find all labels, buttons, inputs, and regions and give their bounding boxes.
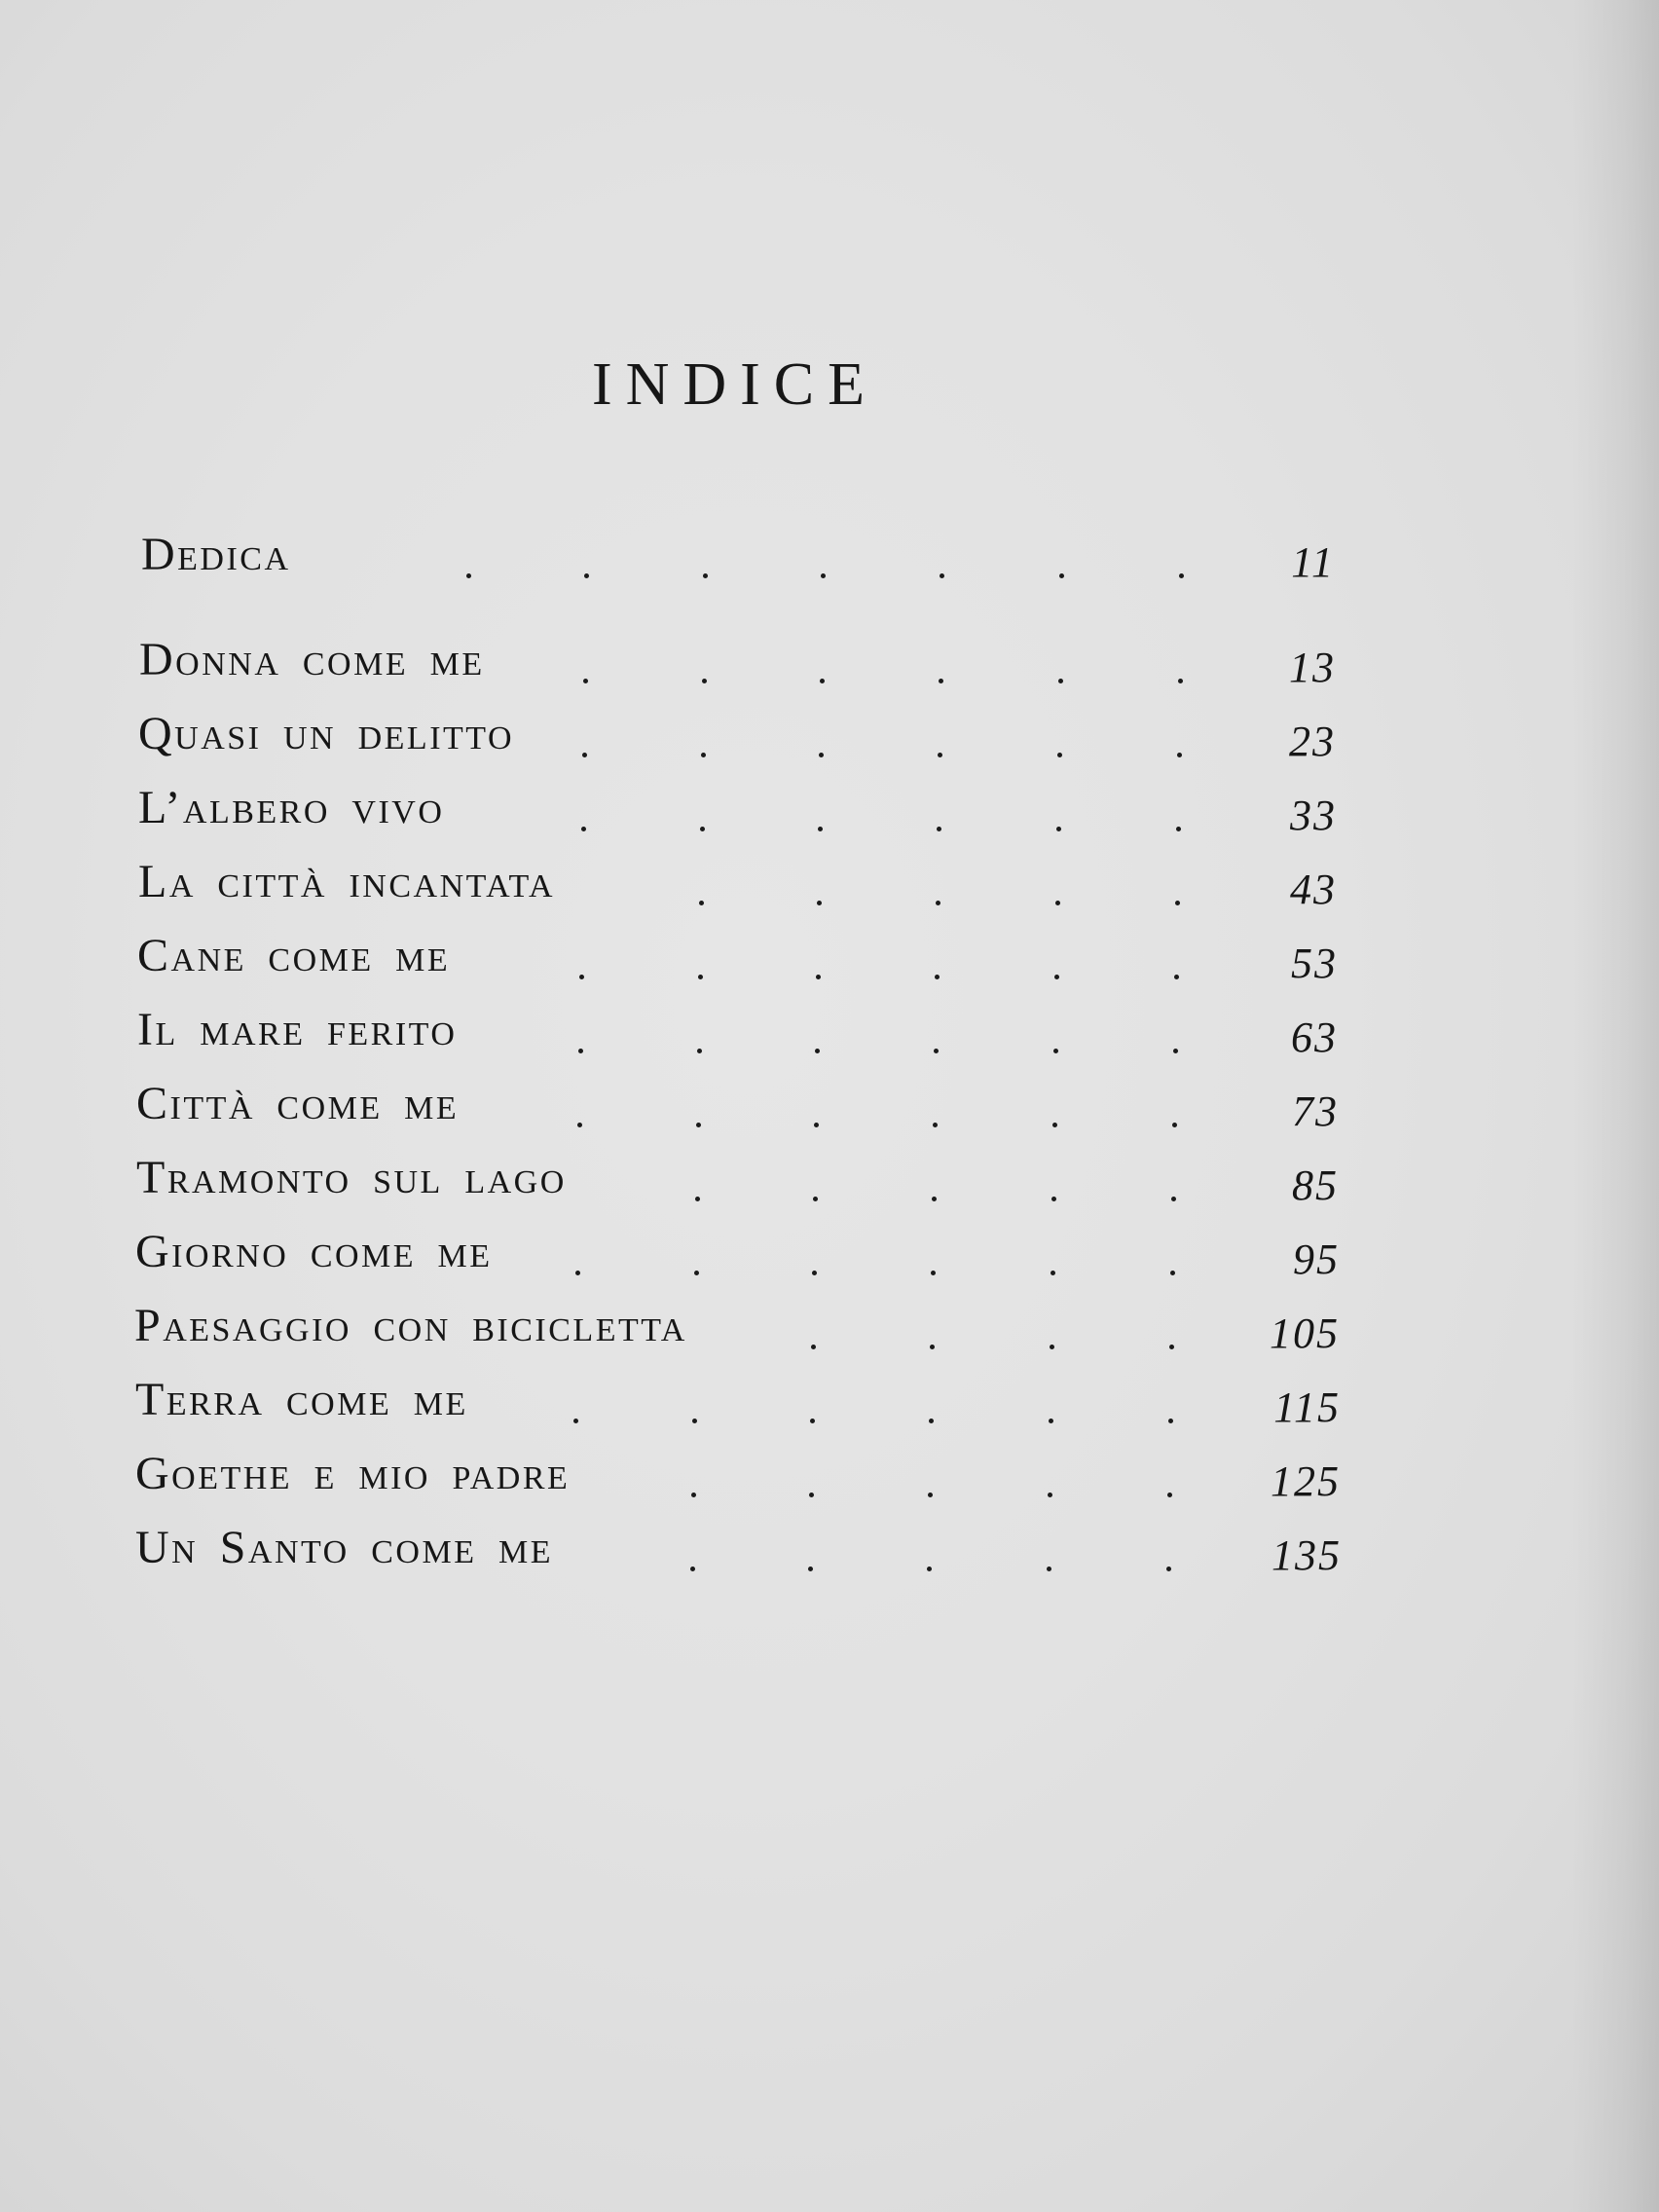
toc-entry-page-number: 63: [1291, 1014, 1338, 1061]
leader-dot: [696, 1123, 701, 1127]
leader-dot: [1055, 901, 1060, 905]
toc-entry-title: Cane come me: [137, 930, 451, 981]
toc-entry: [0, 1065, 1659, 1133]
leader-dot: [820, 679, 825, 683]
leader-dot: [1174, 975, 1179, 979]
toc-entry: [0, 843, 1659, 911]
toc-entry-title: Città come me: [136, 1078, 460, 1129]
leader-dot: [929, 1419, 934, 1423]
toc-entry: [0, 621, 1659, 689]
toc-entry-title: Donna come me: [139, 634, 485, 685]
leader-dot: [937, 827, 941, 831]
leader-dot: [702, 679, 707, 683]
leader-dot: [819, 753, 824, 757]
leader-dot: [1177, 753, 1182, 757]
toc-entry-page-number: 125: [1271, 1457, 1341, 1505]
leader-dot: [932, 1197, 937, 1201]
leader-dot: [1170, 1271, 1175, 1275]
leader-dot: [573, 1419, 578, 1423]
leader-dot: [578, 1049, 583, 1053]
leader-dot: [811, 1345, 816, 1349]
toc-entry-page-number: 13: [1289, 644, 1336, 691]
leader-dot: [466, 573, 471, 578]
toc-entry-title: Paesaggio con bicicletta: [134, 1300, 687, 1351]
toc-entry-page-number: 135: [1272, 1531, 1342, 1579]
leader-dot: [1178, 679, 1183, 683]
leader-dot: [1052, 1123, 1057, 1127]
leader-dot: [1058, 679, 1063, 683]
toc-entry-page-number: 33: [1290, 792, 1337, 839]
toc-entry-page-number: 23: [1289, 718, 1336, 765]
leader-dot: [1171, 1197, 1176, 1201]
toc-entry: [0, 1287, 1659, 1355]
toc-entry: [0, 917, 1659, 985]
toc-entry-page-number: 43: [1290, 866, 1337, 913]
toc-entry: [0, 991, 1659, 1059]
leader-dot: [698, 975, 703, 979]
leader-dot: [1172, 1123, 1177, 1127]
leader-dot: [813, 1197, 818, 1201]
leader-dot: [697, 1049, 702, 1053]
toc-entry: [0, 769, 1659, 837]
toc-entry-title: L’albero vivo: [138, 782, 445, 833]
leader-dot: [694, 1271, 699, 1275]
leader-dot: [1166, 1567, 1171, 1571]
toc-entry-title: Tramonto sul lago: [136, 1152, 567, 1203]
leader-dot: [818, 827, 823, 831]
leader-dot: [1057, 753, 1062, 757]
toc-entry-title: Dedica: [141, 529, 291, 580]
toc-entry-title: Terra come me: [135, 1374, 468, 1425]
toc-entry-title: Goethe e mio padre: [135, 1448, 571, 1499]
toc-entry-page-number: 85: [1292, 1161, 1339, 1209]
leader-dot: [808, 1567, 813, 1571]
leader-dot: [935, 975, 940, 979]
leader-dot: [809, 1493, 814, 1497]
leader-dot: [1168, 1419, 1173, 1423]
leader-dot: [1054, 975, 1059, 979]
leader-dot: [703, 573, 708, 578]
toc-entry: [0, 1509, 1659, 1577]
toc-entry-title: Giorno come me: [135, 1226, 493, 1277]
leader-dot: [934, 1049, 939, 1053]
toc-entry-title: Quasi un delitto: [138, 708, 514, 759]
toc-entry-title: Un Santo come me: [135, 1522, 553, 1573]
leader-dot: [1047, 1567, 1051, 1571]
leader-dot: [701, 753, 706, 757]
leader-dot: [938, 753, 942, 757]
leader-dot: [1175, 901, 1180, 905]
leader-dot: [581, 827, 586, 831]
toc-entry: [0, 1213, 1659, 1281]
leader-dot: [1053, 1049, 1058, 1053]
toc-entry-page-number: 105: [1270, 1309, 1340, 1357]
toc-entry: [0, 516, 1659, 584]
leader-dot: [1056, 827, 1061, 831]
toc-entry: [0, 1435, 1659, 1503]
leader-dot: [927, 1567, 932, 1571]
toc-entry: [0, 1361, 1659, 1429]
leader-dot: [1050, 1345, 1054, 1349]
leader-dot: [1179, 573, 1184, 578]
leader-dot: [815, 1049, 820, 1053]
leader-dot: [936, 901, 940, 905]
leader-dot: [700, 827, 705, 831]
leader-dot: [1049, 1419, 1053, 1423]
leader-dot: [1173, 1049, 1178, 1053]
leader-dot: [584, 573, 589, 578]
leader-dot: [810, 1419, 815, 1423]
leader-dot: [579, 975, 584, 979]
toc-entry-page-number: 95: [1293, 1235, 1340, 1283]
leader-dot: [1051, 1271, 1055, 1275]
leader-dot: [940, 573, 944, 578]
leader-dot: [812, 1271, 817, 1275]
leader-dot: [1169, 1345, 1174, 1349]
leader-dot: [933, 1123, 938, 1127]
leader-dot: [699, 901, 704, 905]
toc-entry-page-number: 53: [1291, 940, 1338, 987]
toc-entry-title: La città incantata: [138, 856, 556, 907]
leader-dot: [690, 1567, 695, 1571]
leader-dot: [1051, 1197, 1056, 1201]
toc-entry: [0, 1139, 1659, 1207]
leader-dot: [939, 679, 943, 683]
leader-dot: [1059, 573, 1064, 578]
toc-entry-page-number: 73: [1292, 1088, 1339, 1135]
leader-dot: [1176, 827, 1181, 831]
leader-dot: [817, 901, 822, 905]
toc-entry-title: Il mare ferito: [137, 1004, 458, 1055]
leader-dot: [577, 1123, 582, 1127]
leader-dot: [816, 975, 821, 979]
toc-entry-page-number: 115: [1273, 1383, 1341, 1431]
toc-entry: [0, 695, 1659, 763]
leader-dot: [691, 1493, 696, 1497]
toc-entry-page-number: 11: [1291, 538, 1335, 586]
leader-dot: [695, 1197, 700, 1201]
leader-dot: [582, 753, 587, 757]
leader-dot: [821, 573, 826, 578]
leader-dot: [575, 1271, 580, 1275]
page-title: INDICE: [591, 351, 879, 418]
leader-dot: [1048, 1493, 1052, 1497]
leader-dot: [928, 1493, 933, 1497]
leader-dot: [930, 1345, 935, 1349]
leader-dot: [692, 1419, 697, 1423]
leader-dot: [1167, 1493, 1172, 1497]
leader-dot: [931, 1271, 936, 1275]
leader-dot: [814, 1123, 819, 1127]
leader-dot: [583, 679, 588, 683]
